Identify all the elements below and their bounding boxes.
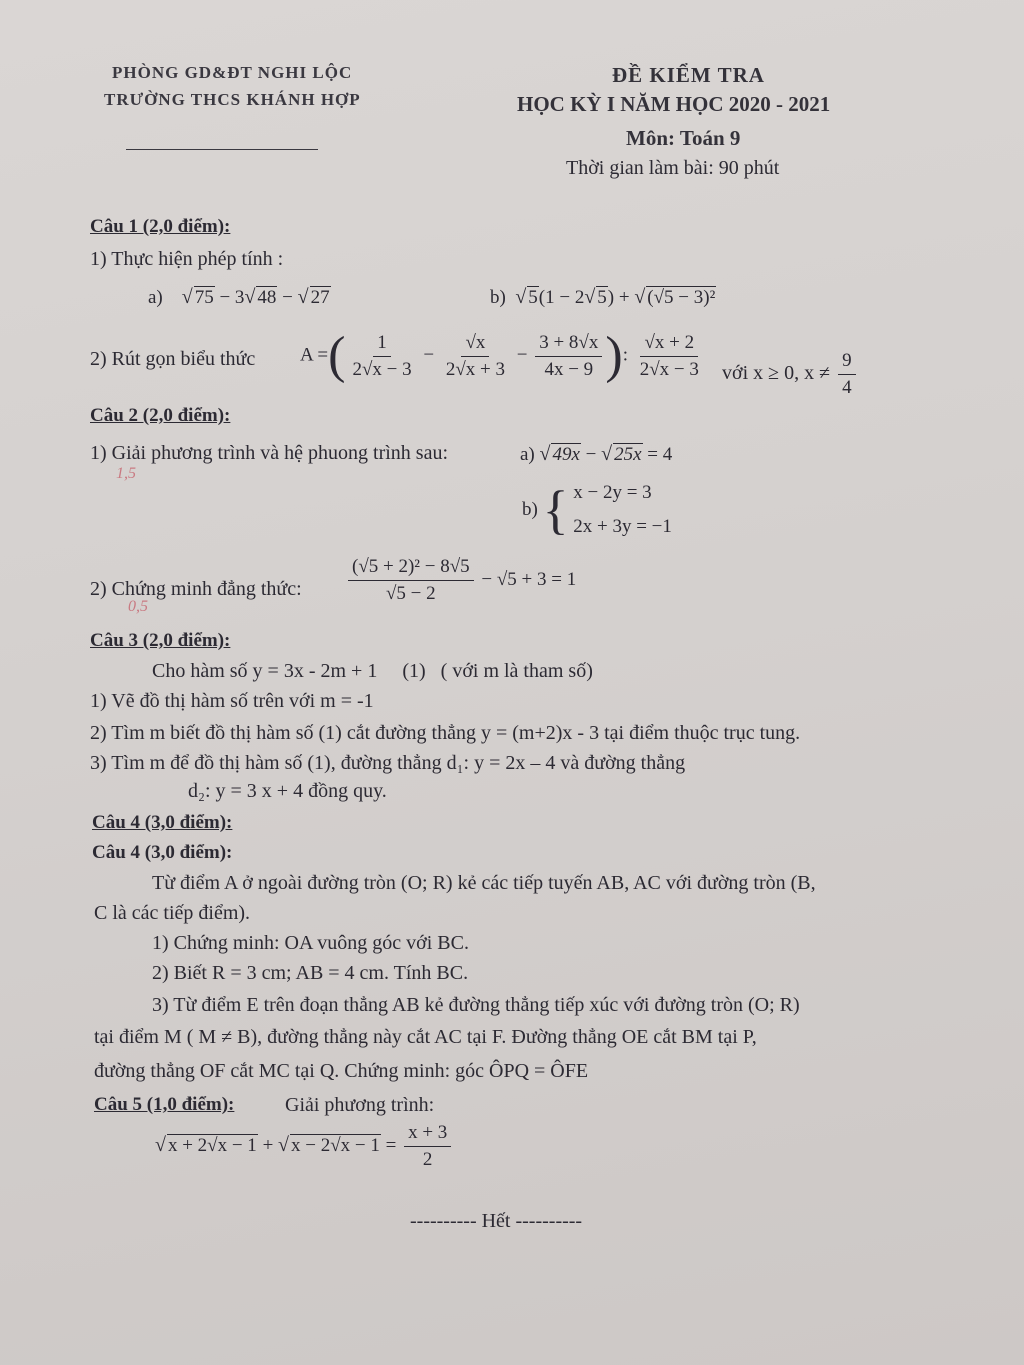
q3-intro: Cho hàm số y = 3x - 2m + 1 (1) ( với m là tham số) bbox=[152, 660, 593, 682]
question-1-title: Câu 1 (2,0 điểm): bbox=[90, 216, 231, 237]
question-4-title-a: Câu 4 (3,0 điểm): bbox=[92, 812, 233, 833]
end-marker: ---------- Hết ---------- bbox=[410, 1210, 583, 1232]
q2-part1: 1) Giải phương trình và hệ phuong trình sau: bbox=[90, 442, 449, 464]
time-line: Thời gian làm bài: 90 phút bbox=[566, 157, 780, 179]
q4-intro-2: C là các tiếp điểm). bbox=[94, 902, 251, 924]
q2-identity: $\frac{\text{(√5 + 2)² − 8√5}}{√5 - 2}$ − √5 + 3 = 1 bbox=[345, 556, 576, 605]
q2-b-label: b) bbox=[522, 499, 538, 520]
q1-a-label: a) bbox=[148, 287, 163, 308]
q1-part1: 1) Thực hiện phép tính : bbox=[90, 248, 284, 270]
q3-part1: 1) Vẽ đồ thị hàm số trên với m = -1 bbox=[90, 690, 374, 712]
system-eq-1: x − 2y = 3 bbox=[573, 482, 652, 503]
question-3-title: Câu 3 (2,0 điểm): bbox=[90, 630, 231, 651]
q1-condition: với x ≥ 0, x ≠ $\frac{9}{4}$ bbox=[722, 350, 859, 399]
q4-intro-1: Từ điểm A ở ngoài đường tròn (O; R) kẻ các tiếp tuyến AB, AC với đường tròn (B, bbox=[152, 872, 816, 894]
question-4-title-b: Câu 4 (3,0 điểm): bbox=[92, 842, 233, 863]
q1-expression-a: a) √ 75 − 3√ 48 − √ 27 bbox=[148, 286, 330, 308]
q5-equation: √ x + 2√x − 1 + √ x − 2√x − 1 = $\frac{x + 3}{2}$ bbox=[155, 1122, 454, 1171]
q3-part3-cont: d₂: y = 3 x + 4 đồng quy. bbox=[188, 780, 387, 802]
question-5-title: Câu 5 (1,0 điểm): bbox=[94, 1094, 235, 1115]
grader-mark-2: 0,5 bbox=[128, 598, 148, 615]
q4-part3-line2: tại điểm M ( M ≠ B), đường thẳng này cắt AC tại F. Đường thẳng OE cắt BM tại P, bbox=[94, 1026, 757, 1048]
semester-line: HỌC KỲ I NĂM HỌC 2020 - 2021 bbox=[517, 92, 831, 116]
header-underline bbox=[126, 149, 318, 150]
q1-expression-b: b) √ 5(1 − 2√ 5) + √ (√5 − 3)² bbox=[490, 286, 716, 308]
question-2-title: Câu 2 (2,0 điểm): bbox=[90, 405, 231, 426]
q3-part2: 2) Tìm m biết đồ thị hàm số (1) cắt đường thẳng y = (m+2)x - 3 tại điểm thuộc trục tung. bbox=[90, 722, 801, 744]
grader-mark-1: 1,5 bbox=[116, 465, 136, 482]
q5-text: Giải phương trình: bbox=[285, 1094, 435, 1116]
school-name: TRƯỜNG THCS KHÁNH HỢP bbox=[104, 90, 361, 109]
q1-b-label: b) bbox=[490, 287, 506, 308]
q2-part2: 2) Chứng minh đẳng thức: bbox=[90, 578, 302, 600]
q1-part2: 2) Rút gọn biểu thức bbox=[90, 348, 256, 370]
q4-part2: 2) Biết R = 3 cm; AB = 4 cm. Tính BC. bbox=[152, 962, 469, 984]
department-name: PHÒNG GD&ĐT NGHI LỘC bbox=[112, 63, 353, 82]
q3-part3: 3) Tìm m để đồ thị hàm số (1), đường thẳng d₁: y = 2x – 4 và đường thẳng bbox=[90, 752, 686, 774]
q4-part1: 1) Chứng minh: OA vuông góc với BC. bbox=[152, 932, 469, 954]
q2-equation-a: a) √ 49x − √ 25x = 4 bbox=[520, 443, 673, 465]
subject-line: Môn: Toán 9 bbox=[626, 126, 741, 150]
q4-part3-line1: 3) Từ điểm E trên đoạn thẳng AB kẻ đường thẳng tiếp xúc với đường tròn (O; R) bbox=[152, 994, 800, 1016]
q2-system-b: b) { x − 2y = 3 2x + 3y = −1 bbox=[522, 476, 672, 544]
q1-expression-A: A =( $\frac{1}{2√x - 3}$ − $\frac{√x}{2√x + 3}$ − $\frac{3 + 8√x}{4x - 9}$ ): $\frac{√x + 2}{2√x - 3}$ bbox=[300, 327, 699, 384]
exam-title: ĐỀ KIỂM TRA bbox=[612, 63, 765, 87]
q2-a-label: a) bbox=[520, 444, 535, 465]
system-eq-2: 2x + 3y = −1 bbox=[573, 516, 672, 537]
q4-part3-line3: đường thẳng OF cắt MC tại Q. Chứng minh: góc ÔPQ = ÔFE bbox=[94, 1060, 589, 1082]
